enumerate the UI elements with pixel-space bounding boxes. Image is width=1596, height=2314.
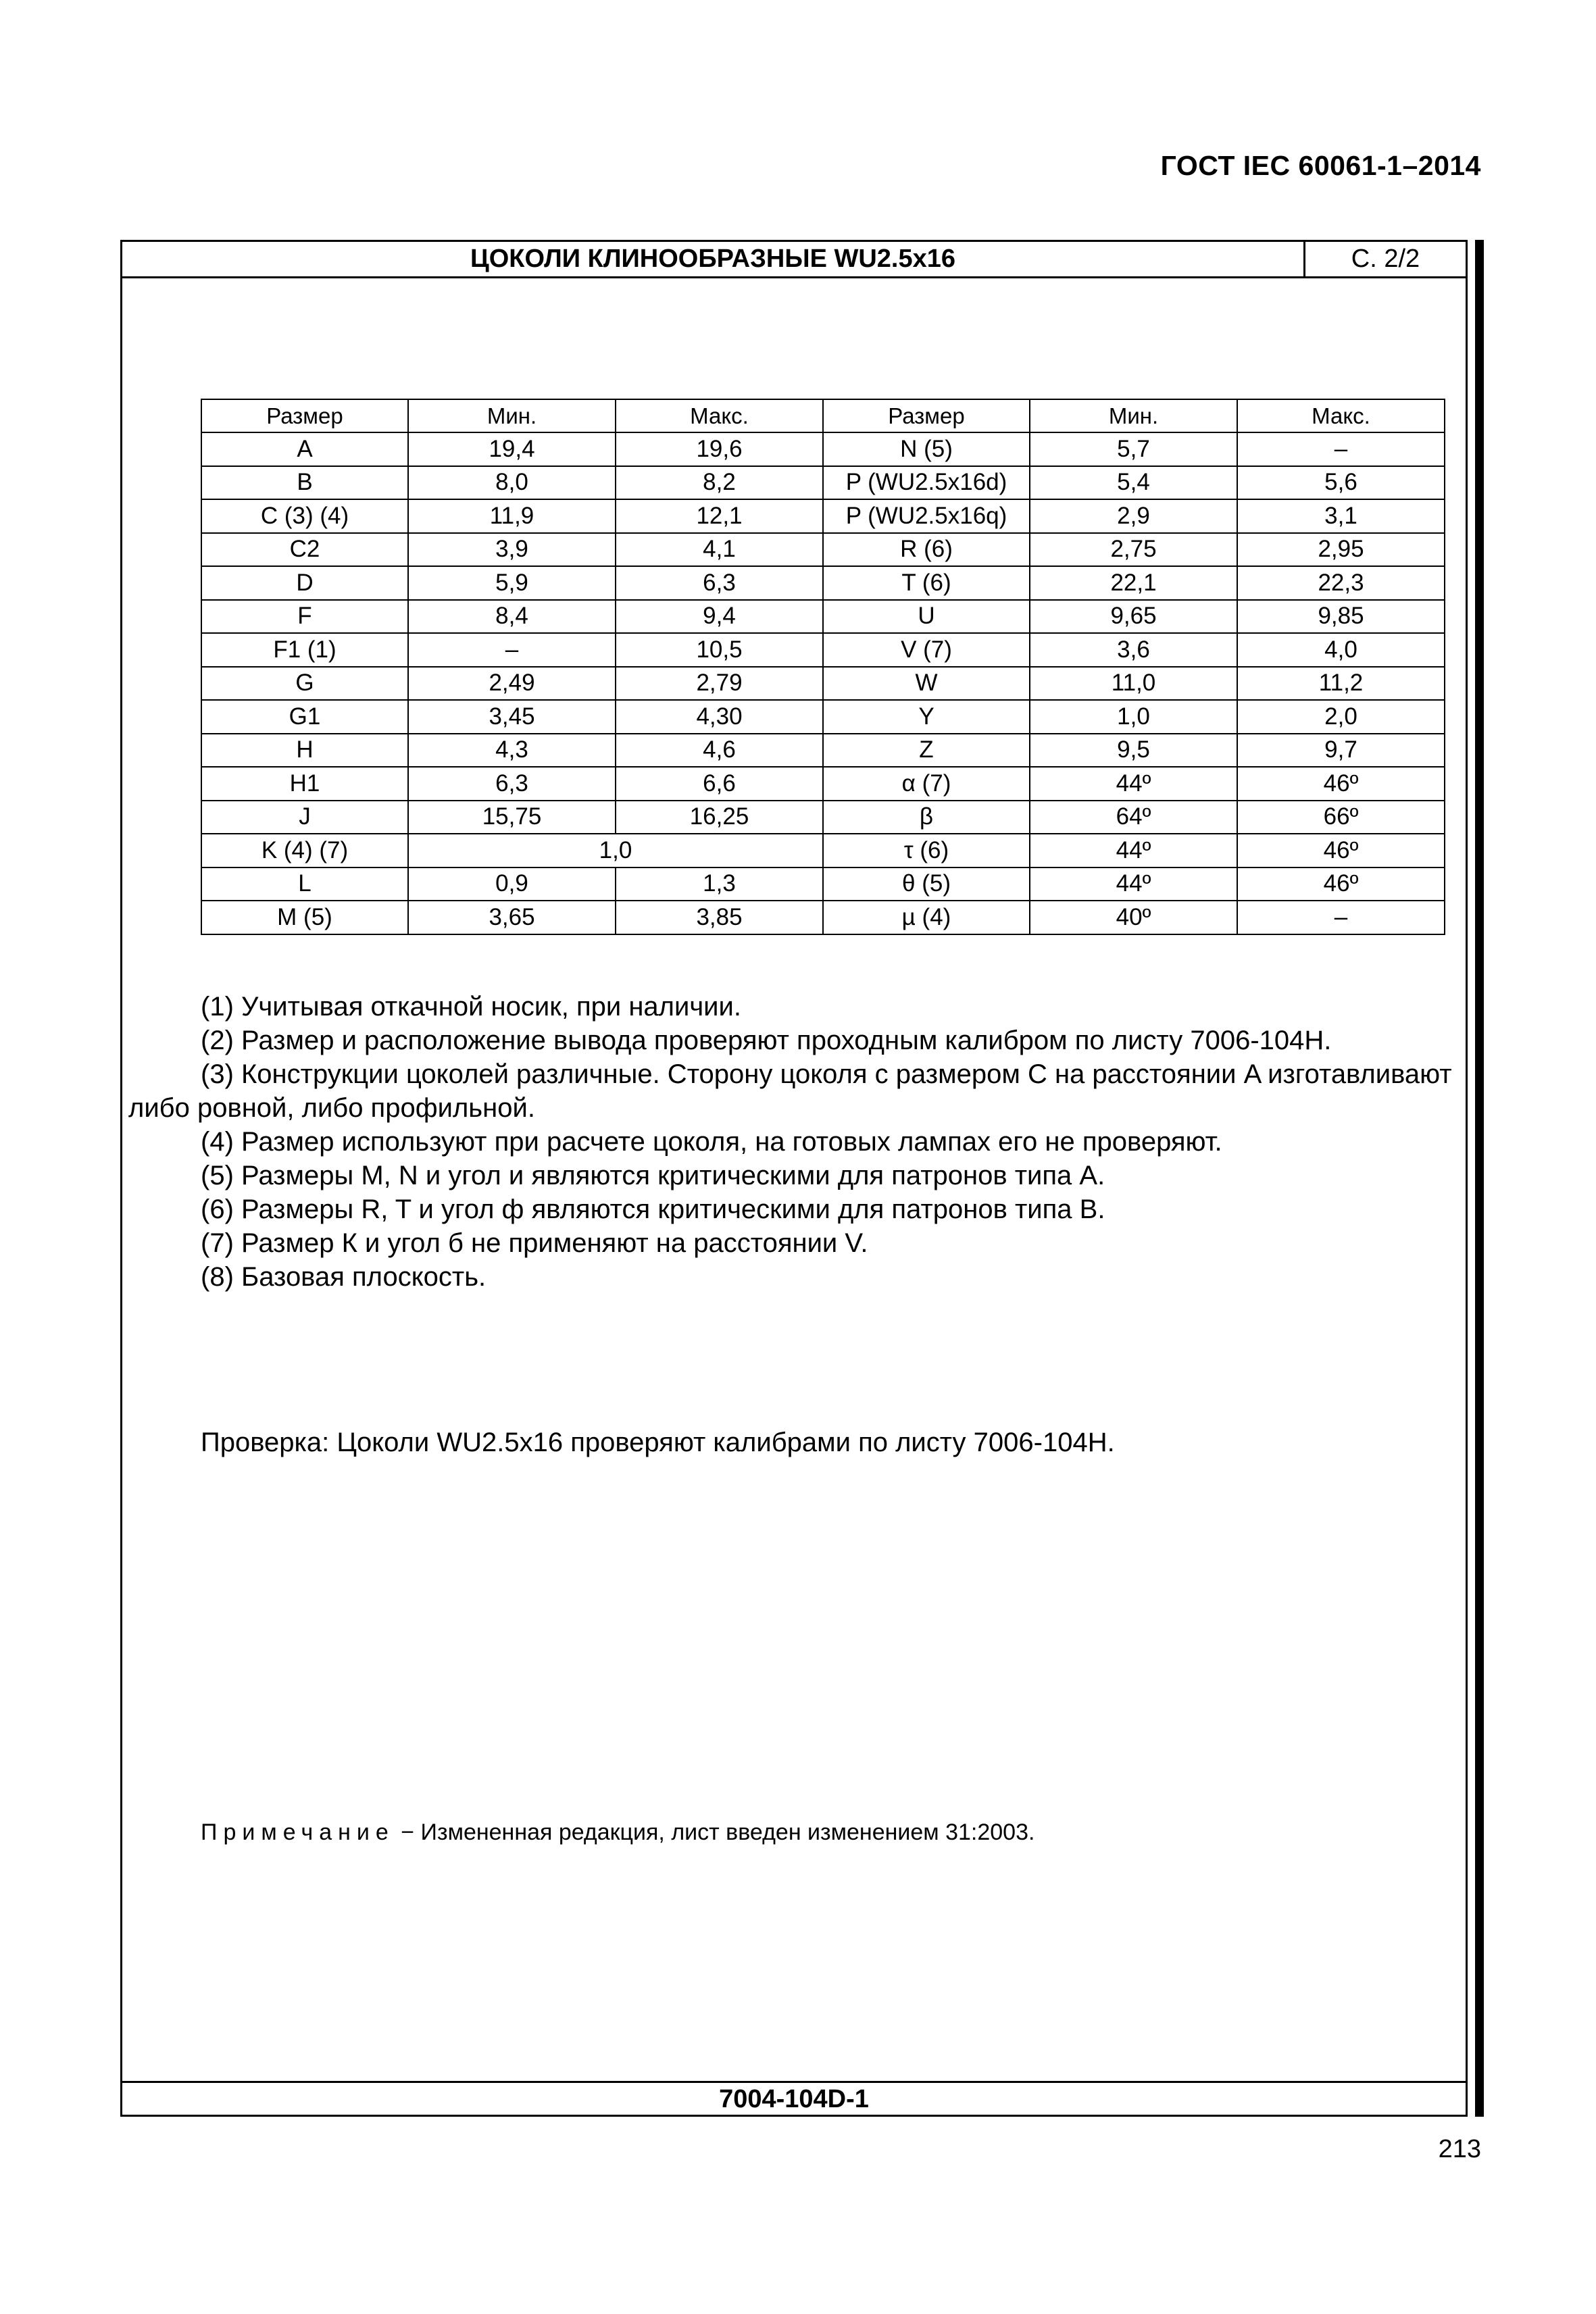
sheet-number: 7004-104D-1: [122, 2081, 1466, 2115]
table-cell: 44º: [1030, 834, 1237, 867]
table-cell: 3,85: [616, 901, 823, 934]
table-cell: 3,1: [1237, 499, 1445, 533]
table-cell: 44º: [1030, 867, 1237, 901]
footnote: (6) Размеры R, T и угол ф являются критическими для патронов типа B.: [201, 1194, 1105, 1224]
table-cell: 1,0: [1030, 700, 1237, 734]
table-cell: 5,9: [408, 566, 616, 600]
table-cell: 19,6: [616, 432, 823, 466]
footnote: (4) Размер используют при расчете цоколя, на готовых лампах его не проверяют.: [201, 1127, 1222, 1157]
table-cell: 4,30: [616, 700, 823, 734]
table-cell: T (6): [823, 566, 1030, 600]
table-cell: θ (5): [823, 867, 1030, 901]
table-cell: 11,0: [1030, 667, 1237, 701]
table-cell: 8,4: [408, 600, 616, 634]
table-cell: 66º: [1237, 801, 1445, 834]
table-cell: K (4) (7): [201, 834, 408, 867]
table-cell: 0,9: [408, 867, 616, 901]
table-cell: J: [201, 801, 408, 834]
table-cell: 15,75: [408, 801, 616, 834]
table-cell: 4,0: [1237, 633, 1445, 667]
footnote: (1) Учитывая откачной носик, при наличии.: [201, 992, 741, 1022]
table-cell: 9,7: [1237, 734, 1445, 768]
footnotes: [128, 990, 1466, 1294]
table-row: [201, 734, 1445, 768]
header-cell: Размер: [201, 399, 408, 432]
table-body: [201, 432, 1445, 934]
table-cell: U: [823, 600, 1030, 634]
frame-thick-rule: [1475, 240, 1484, 2117]
table-row: [201, 466, 1445, 500]
remark: [201, 1817, 1034, 1847]
table-cell: 10,5: [616, 633, 823, 667]
table-cell: Z: [823, 734, 1030, 768]
table-cell: A: [201, 432, 408, 466]
footnote: (5) Размеры M, N и угол и являются критическими для патронов типа A.: [201, 1161, 1105, 1190]
table-cell: L: [201, 867, 408, 901]
table-row: [201, 499, 1445, 533]
table-cell: P (WU2.5x16d): [823, 466, 1030, 500]
table-cell: 5,6: [1237, 466, 1445, 500]
table-row: [201, 667, 1445, 701]
table-cell: F1 (1): [201, 633, 408, 667]
table-row: [201, 633, 1445, 667]
header-cell: Мин.: [1030, 399, 1237, 432]
table-row: [201, 867, 1445, 901]
table-cell: 3,65: [408, 901, 616, 934]
table-cell: –: [1237, 432, 1445, 466]
footnote: (3) Конструкции цоколей различные. Сторону цоколя с размером C на расстоянии A изготавливают либо ровной, либо профильной.: [128, 1059, 1452, 1123]
table-cell: 44º: [1030, 767, 1237, 801]
table-cell: N (5): [823, 432, 1030, 466]
table-cell: 22,3: [1237, 566, 1445, 600]
table-cell: 19,4: [408, 432, 616, 466]
table-cell: D: [201, 566, 408, 600]
footnote: (8) Базовая плоскость.: [201, 1262, 487, 1292]
table-row: [201, 834, 1445, 867]
footnote: (7) Размер К и угол б не применяют на расстоянии V.: [201, 1228, 868, 1258]
table-cell: τ (6): [823, 834, 1030, 867]
table-cell: 2,9: [1030, 499, 1237, 533]
table-header-row: [201, 399, 1445, 432]
table-cell: V (7): [823, 633, 1030, 667]
table-row: [201, 700, 1445, 734]
header-cell: Макс.: [616, 399, 823, 432]
page-number: 213: [1438, 2135, 1481, 2163]
table-cell: 2,79: [616, 667, 823, 701]
table-row: [201, 801, 1445, 834]
table-cell: 46º: [1237, 834, 1445, 867]
table-cell: 12,1: [616, 499, 823, 533]
table-cell: α (7): [823, 767, 1030, 801]
table-cell: 6,3: [408, 767, 616, 801]
sheet-page-indicator: С. 2/2: [1303, 242, 1466, 276]
table-cell: –: [408, 633, 616, 667]
table-cell: Y: [823, 700, 1030, 734]
header-cell: Размер: [823, 399, 1030, 432]
table-cell: 9,4: [616, 600, 823, 634]
table-cell: R (6): [823, 533, 1030, 567]
remark-label: Примечание: [201, 1819, 395, 1845]
table-cell: 6,6: [616, 767, 823, 801]
table-cell: 5,7: [1030, 432, 1237, 466]
sheet-title: ЦОКОЛИ КЛИНООБРАЗНЫЕ WU2.5x16: [470, 245, 956, 273]
table-row: [201, 767, 1445, 801]
table-cell: F: [201, 600, 408, 634]
table-cell: 4,6: [616, 734, 823, 768]
table-cell: H: [201, 734, 408, 768]
table-cell: 3,9: [408, 533, 616, 567]
table-cell: 16,25: [616, 801, 823, 834]
table-cell: 6,3: [616, 566, 823, 600]
table-cell: 11,9: [408, 499, 616, 533]
table-cell: µ (4): [823, 901, 1030, 934]
table-cell: 9,85: [1237, 600, 1445, 634]
table-cell: 40º: [1030, 901, 1237, 934]
table-cell: G: [201, 667, 408, 701]
table-cell: C2: [201, 533, 408, 567]
table-cell: 9,5: [1030, 734, 1237, 768]
table-cell: 46º: [1237, 867, 1445, 901]
table-cell: 2,0: [1237, 700, 1445, 734]
table-cell: H1: [201, 767, 408, 801]
table-cell: 5,4: [1030, 466, 1237, 500]
table-cell: 1,3: [616, 867, 823, 901]
table-row: [201, 533, 1445, 567]
table-cell: W: [823, 667, 1030, 701]
header-cell: Макс.: [1237, 399, 1445, 432]
table-cell: C (3) (4): [201, 499, 408, 533]
table-row: [201, 566, 1445, 600]
table-cell: –: [1237, 901, 1445, 934]
table-cell: 2,75: [1030, 533, 1237, 567]
table-cell: 1,0: [408, 834, 823, 867]
table-cell: 2,49: [408, 667, 616, 701]
table-row: [201, 432, 1445, 466]
table-cell: 46º: [1237, 767, 1445, 801]
table-cell: 3,6: [1030, 633, 1237, 667]
check-text: Проверка: Цоколи WU2.5x16 проверяют калибрами по листу 7006-104H.: [201, 1428, 1115, 1457]
dimensions-table: [201, 399, 1445, 935]
table-cell: B: [201, 466, 408, 500]
table-cell: 11,2: [1237, 667, 1445, 701]
header-cell: Мин.: [408, 399, 616, 432]
table-cell: P (WU2.5x16q): [823, 499, 1030, 533]
sheet-header: [122, 242, 1466, 278]
remark-text: − Измененная редакция, лист введен изменением 31:2003.: [394, 1819, 1035, 1845]
table-cell: G1: [201, 700, 408, 734]
footnote: (2) Размер и расположение вывода проверяют проходным калибром по листу 7006-104H.: [201, 1026, 1332, 1055]
table-cell: 4,3: [408, 734, 616, 768]
table-cell: 8,2: [616, 466, 823, 500]
table-cell: M (5): [201, 901, 408, 934]
table-cell: 22,1: [1030, 566, 1237, 600]
table-row: [201, 901, 1445, 934]
table-cell: 9,65: [1030, 600, 1237, 634]
table-cell: 2,95: [1237, 533, 1445, 567]
table-cell: 3,45: [408, 700, 616, 734]
table-cell: 64º: [1030, 801, 1237, 834]
document-code: ГОСТ IEC 60061-1–2014: [1160, 150, 1481, 181]
table-row: [201, 600, 1445, 634]
table-cell: 4,1: [616, 533, 823, 567]
table-cell: β: [823, 801, 1030, 834]
table-cell: 8,0: [408, 466, 616, 500]
